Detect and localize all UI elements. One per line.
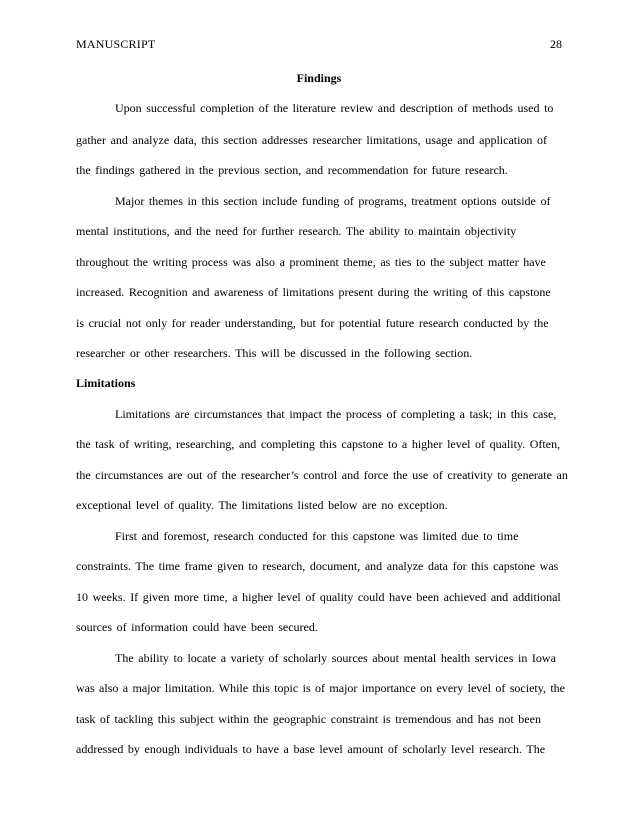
paragraph-5-line: The ability to locate a variety of scholarly sources about mental health services in Iowa	[115, 651, 556, 665]
paragraph-1-line: gather and analyze data, this section addresses researcher limitations, usage and application of	[76, 133, 548, 147]
paragraph-4-line: 10 weeks. If given more time, a higher level of quality could have been achieved and additional	[76, 590, 561, 604]
paragraph-1-line: Upon successful completion of the literature review and description of methods used to	[115, 101, 554, 115]
page-number: 28	[550, 37, 562, 51]
running-head: MANUSCRIPT	[76, 37, 156, 51]
paragraph-4-line: sources of information could have been secured.	[76, 620, 318, 634]
paragraph-3-line: the circumstances are out of the researcher’s control and force the use of creativity to generate an	[76, 468, 568, 482]
paragraph-3-line: the task of writing, researching, and completing this capstone to a higher level of quality. Often,	[76, 437, 561, 451]
subheading-limitations: Limitations	[76, 376, 136, 390]
paragraph-2-line: Major themes in this section include funding of programs, treatment options outside of	[115, 194, 551, 208]
paragraph-3-line: Limitations are circumstances that impact the process of completing a task; in this case,	[115, 407, 557, 421]
section-heading-findings: Findings	[296, 71, 342, 85]
paragraph-5-line: was also a major limitation. While this topic is of major importance on every level of society, the	[76, 681, 566, 695]
paragraph-4-line: constraints. The time frame given to research, document, and analyze data for this capstone was	[76, 559, 559, 573]
paragraph-2-line: is crucial not only for reader understanding, but for potential future research conducted by the	[76, 316, 549, 330]
paragraph-2-line: researcher or other researchers. This will be discussed in the following section.	[76, 346, 473, 360]
paragraph-1-line: the findings gathered in the previous section, and recommendation for future research.	[76, 163, 508, 177]
paragraph-4-line: First and foremost, research conducted for this capstone was limited due to time	[115, 529, 519, 543]
paragraph-5-line: task of tackling this subject within the geographic constraint is tremendous and has not been	[76, 712, 541, 726]
paragraph-2-line: increased. Recognition and awareness of limitations present during the writing of this capstone	[76, 285, 551, 299]
paragraph-2-line: mental institutions, and the need for further research. The ability to maintain objectivity	[76, 224, 517, 238]
paragraph-5-line: addressed by enough individuals to have a base level amount of scholarly level research. The	[76, 742, 546, 756]
paragraph-3-line: exceptional level of quality. The limitations listed below are no exception.	[76, 498, 448, 512]
paragraph-2-line: throughout the writing process was also a prominent theme, as ties to the subject matter have	[76, 255, 546, 269]
